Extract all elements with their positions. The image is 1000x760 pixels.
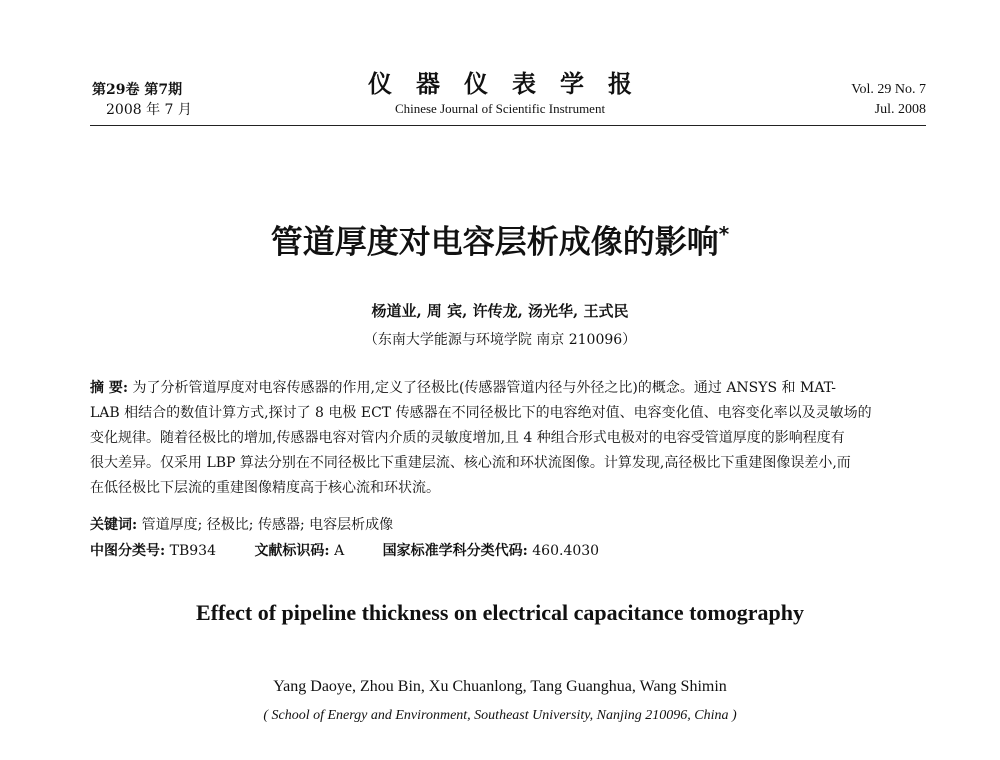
journal-name-en: Chinese Journal of Scientific Instrument	[394, 101, 606, 116]
std-code-label: 国家标准学科分类代码:	[382, 543, 528, 559]
std-code-value: 460.4030	[532, 543, 600, 559]
paper-title-cn-text: 管道厚度对电容层析成像的影响	[270, 222, 719, 261]
date-cn: 2008 年 7 月	[106, 102, 192, 118]
journal-issue-en	[851, 80, 926, 120]
journal-name	[300, 68, 700, 118]
volume-en: Vol. 29 No. 7	[851, 82, 926, 97]
volume-cn: 第29卷 第7期	[92, 82, 183, 98]
abstract-line: LAB 相结合的数值计算方式,探讨了 8 电极 ECT 传感器在不同径极比下的电容绝对值、电容变化值、电容变化率以及灵敏场的	[90, 405, 872, 421]
abstract-label: 摘 要:	[90, 380, 129, 396]
title-footnote-mark: *	[718, 222, 730, 246]
abstract-line: 在低径极比下层流的重建图像精度高于核心流和环状流。	[90, 480, 440, 496]
header-rule	[90, 125, 926, 126]
keywords	[90, 514, 393, 536]
journal-name-cn: 仪器仪表学报	[368, 69, 656, 98]
clc-label: 中图分类号:	[90, 543, 166, 559]
affiliation-en: ( School of Energy and Environment, Southeast University, Nanjing 210096, China )	[263, 708, 737, 723]
affiliation-cn: （东南大学能源与环境学院 南京 210096）	[363, 332, 637, 348]
journal-issue-cn	[92, 80, 192, 120]
authors-en: Yang Daoye, Zhou Bin, Xu Chuanlong, Tang Guanghua, Wang Shimin	[273, 678, 727, 695]
paper-title-cn	[0, 212, 1000, 264]
abstract	[90, 376, 926, 501]
abstract-text: 为了分析管道厚度对电容传感器的作用,定义了径极比(传感器管道内径与外径之比)的概念。通过 ANSYS 和 MAT-	[132, 380, 836, 396]
date-en: Jul. 2008	[874, 102, 926, 117]
abstract-line: 很大差异。仅采用 LBP 算法分别在不同径极比下重建层流、核心流和环状流图像。计算发现,高径极比下重建图像误差小,而	[90, 455, 851, 471]
keywords-text: 管道厚度; 径极比; 传感器; 电容层析成像	[141, 517, 394, 533]
paper-title-en: Effect of pipeline thickness on electrical capacitance tomography	[196, 600, 804, 625]
authors-cn: 杨道业, 周 宾, 许传龙, 汤光华, 王式民	[371, 302, 629, 320]
classification-codes	[90, 540, 599, 562]
abstract-line	[90, 376, 926, 401]
clc-value: TB934	[169, 543, 216, 559]
doc-code-value: A	[334, 543, 345, 559]
abstract-line: 变化规律。随着径极比的增加,传感器电容对管内介质的灵敏度增加,且 4 种组合形式电极对的电容受管道厚度的影响程度有	[90, 430, 845, 446]
doc-code-label: 文献标识码:	[254, 543, 330, 559]
keywords-label: 关键词:	[90, 517, 138, 533]
